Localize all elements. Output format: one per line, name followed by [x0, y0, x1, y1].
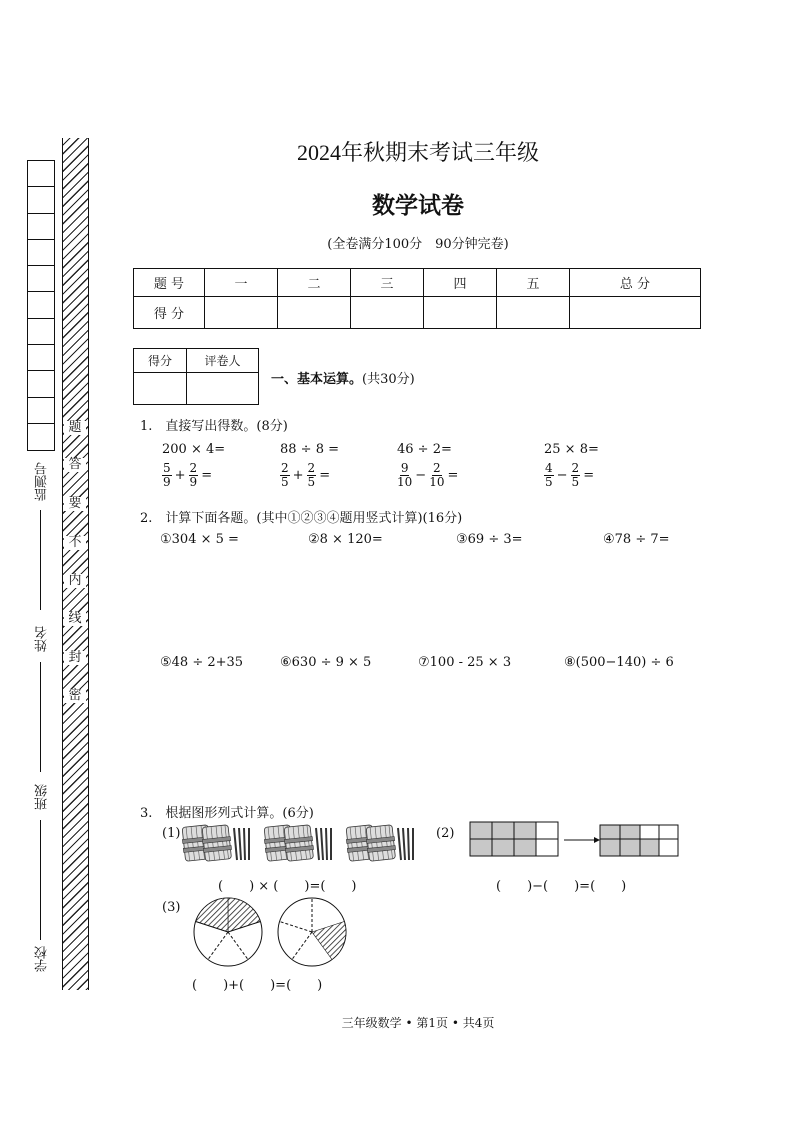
exam-note: (全卷满分100分 90分钟完卷)	[327, 237, 509, 252]
q1-fraction-item: $\frac{4}{5}$ − $\frac{2}{5}$ =	[545, 461, 595, 489]
score-table	[133, 268, 701, 329]
q1-fraction-item: $\frac{9}{10}$ − $\frac{2}{10}$ =	[397, 461, 459, 489]
q3-part3-formula[interactable]: ( )+( )=( )	[192, 978, 323, 993]
school-label: 学校	[35, 946, 50, 972]
q2-item: ⑦100 - 25 × 3	[418, 655, 512, 670]
seal-hatch-band	[62, 138, 88, 990]
name-label: 姓名	[35, 626, 50, 652]
q1-fraction-item: $\frac{2}{5}$ + $\frac{2}{5}$ =	[281, 461, 331, 489]
q3-part2-label: (2)	[436, 826, 455, 841]
q1-item: 25 × 8=	[544, 442, 599, 457]
q1-item: 46 ÷ 2=	[397, 442, 452, 457]
fraction: $\frac{4}{5}$	[545, 461, 553, 489]
fraction: $\frac{2}{5}$	[281, 461, 289, 489]
fraction-circles-figure	[192, 896, 352, 968]
page-footer: 三年级数学 • 第1页 • 共4页	[341, 1016, 495, 1030]
exam-number-label: 监测号	[35, 462, 50, 501]
fraction: $\frac{9}{10}$	[397, 461, 413, 489]
section1-title: 一、基本运算。	[271, 372, 363, 387]
seal-border-right	[88, 138, 89, 990]
q2-item: ③69 ÷ 3=	[456, 532, 523, 547]
score-header-cell: 二	[278, 269, 351, 297]
score-cell[interactable]	[278, 297, 351, 329]
score-row-label: 得 分	[134, 297, 205, 329]
q1-item: 200 × 4=	[162, 442, 226, 457]
q2-title: 2. 计算下面各题。(其中①②③④题用竖式计算)(16分)	[140, 511, 463, 526]
seal-border-left	[62, 138, 63, 990]
q2-item: ②8 × 120=	[308, 532, 383, 547]
q2-item: ⑧(500−140) ÷ 6	[564, 655, 674, 670]
score-cell[interactable]	[205, 297, 278, 329]
score-header-cell: 五	[497, 269, 570, 297]
q2-item: ①304 × 5 =	[160, 532, 239, 547]
stick-bundles-figure	[182, 820, 422, 870]
q3-part2-formula[interactable]: ( )−( )=( )	[496, 879, 627, 894]
class-label: 班级	[35, 784, 50, 810]
fence-char: 密	[64, 689, 86, 703]
score-cell[interactable]	[570, 297, 701, 329]
exam-number-line[interactable]	[40, 510, 41, 610]
fraction: $\frac{2}{10}$	[429, 461, 445, 489]
score-header-cell: 总 分	[570, 269, 701, 297]
q2-item: ④78 ÷ 7=	[603, 532, 670, 547]
name-line[interactable]	[40, 662, 41, 772]
q1-title: 1. 直接写出得数。(8分)	[140, 419, 288, 434]
q3-part1-label: (1)	[162, 826, 181, 841]
q2-item: ⑥630 ÷ 9 × 5	[280, 655, 372, 670]
q3-part3-label: (3)	[162, 900, 181, 915]
fraction: $\frac{2}{5}$	[571, 461, 580, 489]
subject-title: 数学试卷	[372, 192, 464, 219]
score-header-cell: 一	[205, 269, 278, 297]
grader-score-cell[interactable]	[134, 373, 187, 405]
fence-char: 不	[64, 536, 86, 550]
class-line[interactable]	[40, 820, 41, 940]
rectangle-subtraction-figure	[468, 820, 683, 860]
score-cell[interactable]	[351, 297, 424, 329]
q1-item: 88 ÷ 8 =	[280, 442, 339, 457]
section1-heading	[271, 368, 415, 387]
fence-char: 线	[64, 612, 86, 626]
grader-name-header: 评卷人	[187, 349, 259, 373]
fence-char: 要	[64, 497, 86, 511]
fence-char: 答	[64, 458, 86, 472]
score-header-cell: 四	[424, 269, 497, 297]
score-header-cell: 题 号	[134, 269, 205, 297]
section1-points: (共30分)	[362, 372, 415, 387]
grader-name-cell[interactable]	[187, 373, 259, 405]
q2-work-area-1[interactable]	[140, 555, 700, 650]
q3-part1-formula[interactable]: ( ) × ( )=( )	[218, 879, 357, 894]
fence-char: 内	[64, 574, 86, 588]
score-header-cell: 三	[351, 269, 424, 297]
score-cell[interactable]	[497, 297, 570, 329]
fraction: $\frac{2}{9}$	[189, 461, 198, 489]
q2-item: ⑤48 ÷ 2+35	[160, 655, 244, 670]
exam-title: 2024年秋期末考试三年级	[296, 140, 539, 165]
fraction: $\frac{5}{9}$	[163, 461, 171, 489]
grader-table	[133, 348, 259, 405]
fraction: $\frac{2}{5}$	[307, 461, 316, 489]
q2-work-area-2[interactable]	[140, 680, 700, 795]
candidate-number-boxes[interactable]	[27, 160, 55, 451]
q1-fraction-item: $\frac{5}{9}$ + $\frac{2}{9}$ =	[163, 461, 213, 489]
q3-title: 3. 根据图形列式计算。(6分)	[140, 806, 314, 821]
score-cell[interactable]	[424, 297, 497, 329]
grader-score-header: 得分	[134, 349, 187, 373]
fence-char: 题	[64, 421, 86, 435]
fence-char: 封	[64, 651, 86, 665]
